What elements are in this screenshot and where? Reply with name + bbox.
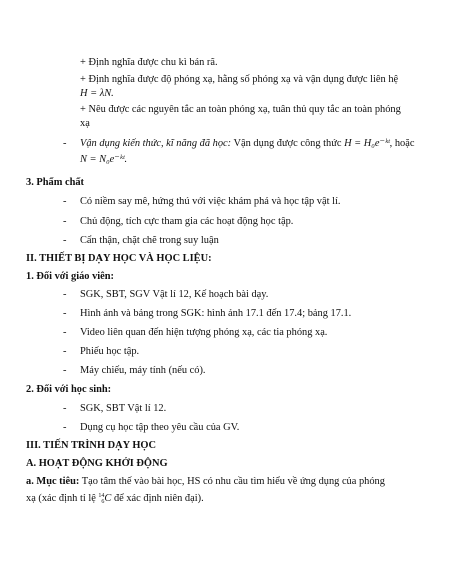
objective-safety: + Nêu được các nguyên tắc an toàn phóng xạ, tuân thủ quy tắc an toàn phóng: [80, 104, 401, 115]
goal-text-b: để xác định niên đại).: [111, 493, 204, 504]
bullet-dash: -: [63, 403, 67, 414]
teacher-item: SGK, SBT, SGV Vật lí 12, Kế hoạch bài dạy.: [80, 289, 269, 300]
isotope-c14: [98, 493, 111, 504]
objective-apply: [80, 137, 414, 150]
heading-qualities: 3. Phẩm chất: [26, 177, 85, 188]
formula-n: N = N₀e⁻ᵏᵗ.: [80, 154, 128, 165]
heading-warmup: A. HOẠT ĐỘNG KHỞI ĐỘNG: [26, 458, 168, 469]
bullet-dash: -: [63, 216, 67, 227]
teacher-item: Máy chiếu, máy tính (nếu có).: [80, 365, 206, 376]
apply-text: Vận dụng được công thức: [231, 138, 345, 149]
isotope-mass: 14: [98, 492, 105, 499]
heading-equipment: II. THIẾT BỊ DẠY HỌC VÀ HỌC LIỆU:: [26, 253, 212, 264]
bullet-dash: -: [63, 138, 67, 149]
bullet-dash: -: [63, 422, 67, 433]
objective-half-life: + Định nghĩa được chu kì bán rã.: [80, 57, 218, 68]
heading-process: III. TIẾN TRÌNH DẠY HỌC: [26, 440, 157, 451]
goal-line-2: [26, 492, 204, 505]
apply-or: , hoặc: [389, 138, 415, 149]
heading-student: 2. Đối với học sinh:: [26, 384, 112, 395]
formula-activity: H = λN.: [80, 88, 114, 99]
isotope-symbol: C: [104, 493, 112, 504]
isotope-number: 6: [101, 498, 105, 505]
bullet-dash: -: [63, 346, 67, 357]
teacher-item: Phiếu học tập.: [80, 346, 140, 357]
teacher-item: Hình ảnh và bảng trong SGK: hình ảnh 17.1 đến 17.4; bảng 17.1.: [80, 308, 352, 319]
quality-item: Có niềm say mê, hứng thú với việc khám phá và học tập vật lí.: [80, 196, 341, 207]
bullet-dash: -: [63, 235, 67, 246]
bullet-dash: -: [63, 308, 67, 319]
goal-label: a. Mục tiêu:: [26, 476, 80, 487]
heading-teacher: 1. Đối với giáo viên:: [26, 271, 115, 282]
quality-item: Chủ động, tích cực tham gia các hoạt động học tập.: [80, 216, 294, 227]
teacher-item: Video liên quan đến hiện tượng phóng xạ, các tia phóng xạ.: [80, 327, 328, 338]
formula-h: H = H₀e⁻ᵏᵗ: [344, 138, 390, 149]
objective-activity: + Định nghĩa được độ phóng xạ, hằng số phóng xạ và vận dụng được liên hệ: [80, 74, 399, 85]
goal-text: Tạo tâm thế vào bài học, HS có nhu cầu tìm hiểu về ứng dụng của phóng: [79, 476, 385, 487]
bullet-dash: -: [63, 196, 67, 207]
objective-safety-cont: xạ: [80, 118, 90, 129]
bullet-dash: -: [63, 327, 67, 338]
goal-line: [26, 475, 385, 488]
student-item: Dụng cụ học tập theo yêu cầu của GV.: [80, 422, 240, 433]
quality-item: Cẩn thận, chặt chẽ trong suy luận: [80, 235, 219, 246]
goal-text-a: xạ (xác định tỉ lệ: [26, 493, 99, 504]
bullet-dash: -: [63, 289, 67, 300]
bullet-dash: -: [63, 365, 67, 376]
apply-label: Vận dụng kiến thức, kĩ năng đã học:: [80, 138, 232, 149]
student-item: SGK, SBT Vật lí 12.: [80, 403, 167, 414]
